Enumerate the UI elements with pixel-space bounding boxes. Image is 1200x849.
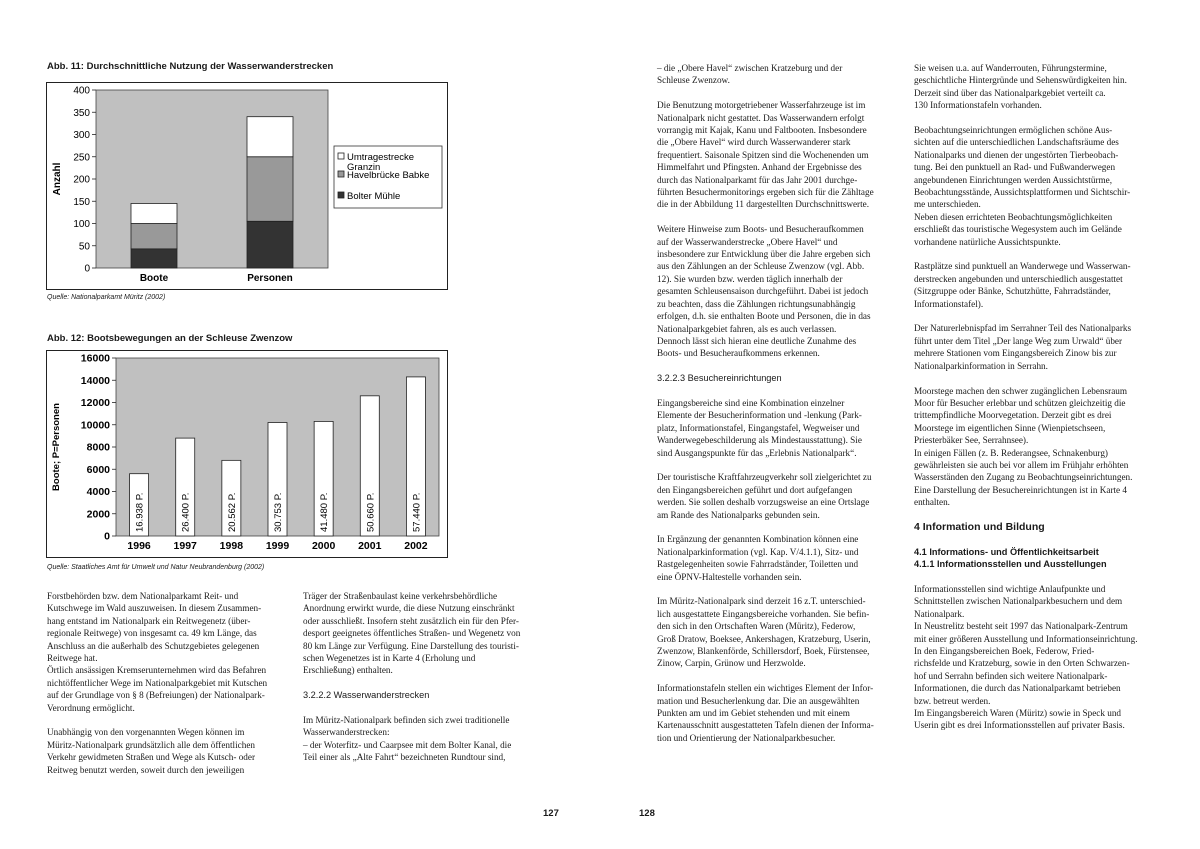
x-tick-label: 1998 [219,540,244,552]
bar-segment [247,157,293,222]
y-tick-label: 2000 [86,508,110,521]
x-tick-label: 2002 [404,540,428,552]
bar-data-label: 30.753 P. [273,492,284,532]
paragraph: Der touristische Kraftfahrzeugverkehr soll zielgerichtet zu den Eingangsbereichen geführt und dort aufgefangen werden. Sie sollen deshalb vorzugsweise an eine Ortslage am Rande des Nationalparks gebunden sein. [657,472,872,520]
bar-data-label: 20.562 P. [226,492,238,532]
y-axis-label: Anzahl [52,162,63,196]
bar-data-label: 57.440 P. [411,492,423,532]
bar-segment [131,224,177,249]
figure-11-chart [47,83,447,289]
right-page-column-2 [914,62,1169,732]
legend-swatch [338,171,344,177]
bar-segment [247,117,293,157]
paragraph: Eingangsbereiche sind eine Kombination einzelner Elemente der Besucherinformation und -lenkung (Park- platz, Informationstafel, Eingangstafel, Wegweiser und Wanderwegebeschilderung als Mindestausstattung). Sie sind Ausgangspunkte für das „Erlebnis Nationalpark“. [657,397,862,458]
bar-data-label: 16.938 P. [134,492,146,532]
bar-data-label: 26.400 P. [180,492,192,532]
figure-11-chart-frame [46,82,448,290]
paragraph: Sie weisen u.a. auf Wanderrouten, Führungstermine, geschichtliche Hintergründe und Sehenswürdigkeiten hin. Derzeit sind über das Nationalparkgebiet verteilt ca. 130 Informationstafeln vorhanden. [914,63,1127,111]
bar-segment [131,249,177,268]
paragraph: Moorstege machen den schwer zugänglichen Lebensraum Moor für Besucher erlebbar und schützen gleichzeitig die trittempfindliche Moorvegetation. Derzeit gibt es drei Moorstege im eigentlichen Sinne (Wienpietschseen, Priesterbäker See, Serrahnsee). In einigen Fällen (z. B. Rederangsee, Schnakenburg) gewährleisten sie auch bei vor allem im Frühjahr erhöhten Wasserständen den Zugang zu Beobachtungseinrichtungen. Eine Darstellung der Besuchereinrichtungen ist in Karte 4 enthalten. [914,385,1133,508]
page-number-left: 127 [543,808,559,819]
bar-segment [247,221,293,268]
y-tick-label: 50 [78,241,90,253]
figure-12-chart-frame [46,350,448,558]
paragraph: In Ergänzung der genannten Kombination können eine Nationalparkinformation (vgl. Kap. V/4.1.1), Sitz- und Rastgelegenheiten sowie Fahrradständer, Toiletten und eine ÖPNV-Haltestelle vorhanden sein. [657,534,859,582]
y-tick-label: 100 [73,219,90,230]
bar-data-label: 50.660 P. [365,492,377,532]
x-tick-label: 1997 [173,540,197,552]
section-heading: 3.2.2.3 Besuchereinrichtungen [657,373,782,384]
y-tick-label: 300 [73,130,90,141]
figure-12-title: Abb. 12: Bootsbewegungen an der Schleuse Zwenzow [47,333,293,344]
figure-12-chart [47,351,447,557]
chapter-heading: 4 Information und Bildung [914,520,1045,533]
x-tick-label: 2001 [358,540,382,552]
y-tick-label: 250 [73,152,90,164]
right-page-column-1 [657,62,907,744]
y-tick-label: 14000 [80,374,110,387]
bar-segment [131,203,177,223]
paragraph: Informationstafeln stellen ein wichtiges Element der Infor- mation und Besucherlenkung dar. Die an ausgewählten Punkten am und im Gebiet stehenden und mit einem Kartenausschnitt ausgestatteten Tafeln dienen der Informa- tion und Orientierung der Nationalparkbesucher. [657,683,874,743]
left-page-column-1 [47,590,297,776]
figure-11-source: Quelle: Nationalparkamt Müritz (2002) [47,294,166,301]
y-tick-label: 12000 [80,397,110,409]
paragraph: Die Benutzung motorgetriebener Wasserfahrzeuge ist im Nationalpark nicht gestattet. Das Wasserwandern erfolgt vorrangig mit Kajak, Kanu und Faltbooten. Insbesondere die „Obere Havel“ wird durch Wasserwanderer stark frequentiert. Saisonale Spitzen sind die Wochenenden um Himmelfahrt und Pfingsten. Anhand der Ergebnisse des durch das Nationalparkamt für das Jahr 2001 durchge- führten Besuchermonitorings ergeben sich für die Zähltage die in der Abbildung 11 dargestellten Durchschnittswerte. [657,100,874,210]
bar-data-label: 41.480 P. [319,492,331,532]
subsection-heading: 4.1 Informations- und Öffentlichkeitsarbeit 4.1.1 Informationsstellen und Ausstellungen [914,546,1107,570]
paragraph: Der Naturerlebnispfad im Serrahner Teil des Nationalparks führt unter dem Titel „Der lange Weg zum Urwald“ über mehrere Stationen vom Eingangsbereich Zinow bis zur Nationalparkinformation in Serrahn. [914,323,1132,371]
figure-12-source: Quelle: Staatliches Amt für Umwelt und Natur Neubrandenburg (2002) [47,564,265,571]
paragraph: Rastplätze sind punktuell an Wanderwege und Wasserwan- derstrecken angebunden und unterschiedlich ausgestattet (Sitzgruppe oder Bänke, Schutzhütte, Fahrradständer, Informationstafel). [914,261,1131,309]
page-number-right: 128 [639,808,655,819]
figure-11-title: Abb. 11: Durchschnittliche Nutzung der Wasserwanderstrecken [47,61,334,72]
y-tick-label: 0 [84,263,90,275]
paragraph: – die „Obere Havel“ zwischen Kratzeburg und der Schleuse Zwenzow. [657,63,843,86]
legend-label: Umtragestrecke Granzin [347,152,415,173]
x-tick-label: Personen [247,273,293,284]
legend-label: Bolter Mühle [347,191,401,202]
paragraph: Beobachtungseinrichtungen ermöglichen schöne Aus- sichten auf die unterschiedlichen Landschaftsräume des Nationalparks und dienen der ungestörten Tierbeobach- tung. Bei den punktuell an Rad- und Fußwanderwegen angebundenen Einrichtungen werden Aussichtstürme, Beobachtungsstände, Aussichtsplattformen und Sichtschir- me unterschieden. Neben diesen errichteten Beobachtungsmöglichkeiten erschließt das touristische Wegesystem auch im Gelände vorhandene natürliche Aussichtspunkte. [914,125,1131,247]
y-tick-label: 350 [73,107,90,119]
x-tick-label: 1996 [127,540,151,552]
paragraph: Forstbehörden bzw. dem Nationalparkamt Reit- und Kutschwege im Wald auszuweisen. In diesem Zusammen- hang entstand im Nationalpark ein Reitwegenetz (über- regionale Reitwege) von insgesamt ca. 49 km Länge, das Anschluss an die außerhalb des Schutzgebietes gelegenen Reitwege hat. Örtlich ansässigen Kremserunternehmen wird das Befahren nichtöffentlicher Wege im Nationalparkgebiet mit Kutschen auf der Grundlage von § 8 (Befreiungen) der Nationalpark- Verordnung ermöglicht. [47,591,268,713]
y-tick-label: 6000 [86,463,110,476]
section-heading: 3.2.2.2 Wasserwanderstrecken [303,690,430,701]
paragraph: Im Müritz-Nationalpark sind derzeit 16 z.T. unterschied- lich ausgestattete Eingangsbereiche vorhanden. Sie befin- den sich in den Ortschaften Waren (Müritz), Federow, Groß Dratow, Boeksee, Ankershagen, Kratzeburg, Userin, Zwenzow, Blankenförde, Schillersdorf, Boek, Fürstensee, Zinow, Carpin, Grünow und Herzwolde. [657,596,871,669]
y-axis-label: Boote; P=Personen [51,403,62,491]
y-tick-label: 200 [73,174,90,186]
y-tick-label: 16000 [80,352,110,365]
y-tick-label: 8000 [86,441,110,454]
left-page-column-2 [303,590,553,764]
paragraph: Weitere Hinweise zum Boots- und Besucheraufkommen auf der Wasserwanderstrecke „Obere Havel“ und insbesondere zur Entwicklung über die Jahre ergeben sich aus den Zählungen an der Schleuse Zwenzow (vgl. Abb. 12). Sie wurden bzw. werden täglich innerhalb der gesamten Schleusensaison durchgeführt. Dabei ist jedoch zu beachten, dass die Zählungen richtungsunabhängig erfolgen, d.h. sie enthalten Boote und Personen, die in das Nationalparkgebiet fahren, als es auch verlassen. Dennoch lässt sich hieran eine deutliche Zunahme des Boots- und Besucheraufkommens erkennen. [657,224,871,359]
y-tick-label: 150 [73,196,90,208]
y-tick-label: 4000 [86,486,110,498]
legend-swatch [338,153,344,159]
x-tick-label: 1999 [265,540,290,552]
x-tick-label: Boote [139,273,169,284]
paragraph: Unabhängig von den vorgenannten Wegen können im Müritz-Nationalpark grundsätzlich alle dem öffentlichen Verkehr gewidmeten Straßen und Wege als Kutsch- oder Reitweg benutzt werden, soweit durch den jeweiligen [47,727,256,775]
y-tick-label: 400 [73,85,90,97]
x-tick-label: 2000 [311,540,336,552]
y-tick-label: 0 [104,530,110,543]
paragraph: Im Müritz-Nationalpark befinden sich zwei traditionelle Wasserwanderstrecken: – der Woterfitz- und Caarpsee mit dem Bolter Kanal, die Teil einer als „Alte Fahrt“ bezeichneten Rundtour sind, [303,715,512,763]
paragraph: Träger der Straßenbaulast keine verkehrsbehördliche Anordnung erwirkt wurde, die diese Nutzung einschränkt oder ausschließt. Insofern steht zusätzlich ein für den Pfer- desport geeignetes öffentliches Straßen- und Wegenetz von 80 km Länge zur Verfügung. Eine Darstellung des touristi- schen Wegenetzes ist in Karte 4 (Erholung und Erschließung) enthalten. [303,591,521,676]
legend-label: Havelbrücke Babke [347,170,430,181]
y-tick-label: 10000 [80,419,110,432]
paragraph: Informationsstellen sind wichtige Anlaufpunkte und Schnittstellen zwischen Nationalparkbesuchern und dem Nationalpark. In Neustrelitz besteht seit 1997 das Nationalpark-Zentrum mit einer größeren Ausstellung und Informationseinrichtung. In den Eingangsbereichen Boek, Federow, Fried- richsfelde und Kratzeburg, sowie in den Orten Schwarzen- hof und Serrahn befinden sich weitere Nationalpark- Informationen, die durch das Nationalparkamt betrieben bzw. betreut werden. Im Eingangsbereich Waren (Müritz) sowie in Speck und Userin gibt es drei Informationsstellen auf privater Basis. [914,583,1138,731]
legend-swatch [338,192,344,198]
